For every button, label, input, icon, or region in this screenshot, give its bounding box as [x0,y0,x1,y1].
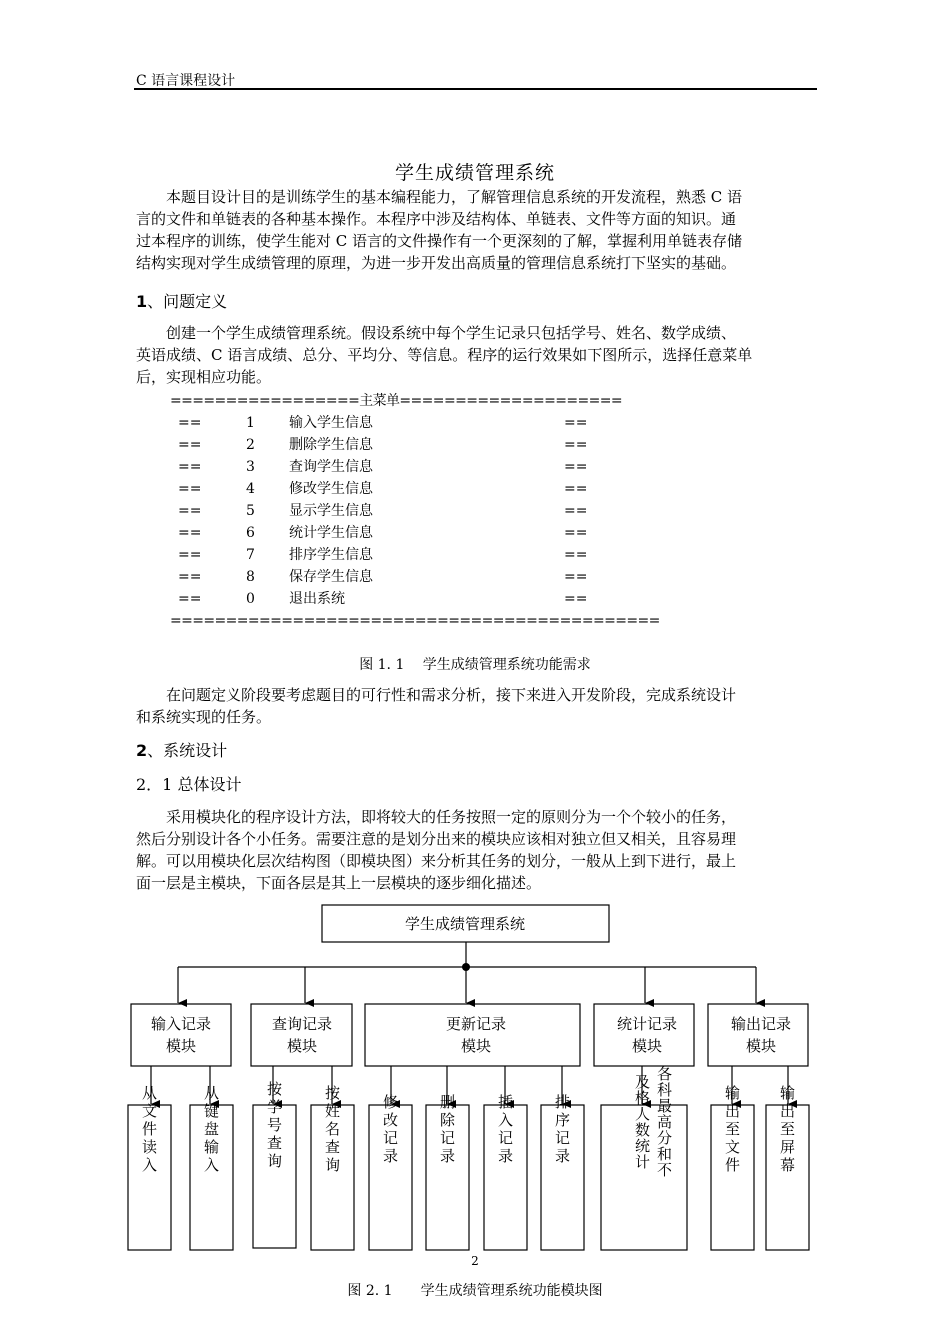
section-2-1-heading: 2．1 总体设计 [136,775,242,794]
menu-item: == 1 输入学生信息 == [178,415,588,431]
leaf-label: 排序记录 [553,1094,571,1166]
leaf-label: 及格人数统计 [633,1074,651,1170]
leaf-label: 删除记录 [438,1094,456,1166]
leaf-label: 从键盘输入 [202,1085,220,1175]
menu-top-line: =================主菜单==================== [170,393,623,409]
menu-item: == 0 退出系统 == [178,591,588,607]
module-box-stats [594,1004,694,1066]
leaf-label: 插入记录 [496,1094,514,1166]
module-label: 输入记录 [150,1015,212,1033]
menu-item: == 6 统计学生信息 == [178,525,588,541]
module-label: 统计记录 [616,1015,678,1033]
menu-item: == 2 删除学生信息 == [178,437,588,453]
figure-1-caption: 图 1. 1 学生成绩管理系统功能需求 [359,657,591,673]
section-1-line-3: 后，实现相应功能。 [136,368,272,386]
menu-item: == 4 修改学生信息 == [178,481,588,497]
root-module-label: 学生成绩管理系统 [404,915,526,933]
module-label: 查询记录 [271,1015,333,1033]
intro-line-2: 言的文件和单链表的各种基本操作。本程序中涉及结构体、单链表、文件等方面的知识。通 [136,210,737,228]
section-2-1-line-2: 然后分别设计各个小任务。需要注意的是划分出来的模块应该相对独立但又相关，且容易理 [136,830,737,848]
leaf-label: 从文件读入 [140,1085,158,1175]
intro-line-1: 本题目设计目的是训练学生的基本编程能力，了解管理信息系统的开发流程，熟悉 C 语 [166,188,743,206]
section-1-line-2: 英语成绩、C 语言成绩、总分、平均分、等信息。程序的运行效果如下图所示，选择任意菜单 [136,346,753,364]
page-number: 2 [471,1254,479,1268]
figure-2-caption: 图 2. 1 学生成绩管理系统功能模块图 [347,1283,603,1299]
module-box-output [708,1004,808,1066]
leaf-label: 输出至屏幕 [778,1085,796,1175]
section-2-1-line-1: 采用模块化的程序设计方法，即将较大的任务按照一定的原则分为一个个较小的任务， [166,808,737,826]
intro-line-4: 结构实现对学生成绩管理的原理，为进一步开发出高质量的管理信息系统打下坚实的基础。 [136,254,737,272]
after-fig1-line-2: 和系统实现的任务。 [136,708,272,726]
module-label: 模块 [460,1037,492,1055]
section-2-heading: 2、系统设计 [136,741,228,760]
module-label: 模块 [631,1037,663,1055]
module-label: 更新记录 [445,1015,507,1033]
module-box-query [251,1004,352,1066]
module-label: 模块 [745,1037,777,1055]
intro-line-3: 过本程序的训练，使学生能对 C 语言的文件操作有一个更深刻的了解，掌握利用单链表存储 [136,232,743,250]
after-fig1-line-1: 在问题定义阶段要考虑题目的可行性和需求分析，接下来进入开发阶段，完成系统设计 [166,686,737,704]
section-1-heading: 1、问题定义 [136,292,228,311]
leaf-label: 修改记录 [381,1094,399,1166]
section-1-line-1: 创建一个学生成绩管理系统。假设系统中每个学生记录只包括学号、姓名、数学成绩、 [166,324,737,342]
menu-item: == 8 保存学生信息 == [178,569,588,585]
module-label: 模块 [286,1037,318,1055]
running-header: C 语言课程设计 [136,73,236,89]
document-title: 学生成绩管理系统 [394,162,555,184]
leaf-label: 按学号查询 [265,1081,283,1171]
leaf-label: 输出至文件 [723,1085,741,1175]
leaf-label: 按姓名查询 [323,1085,341,1175]
menu-item: == 7 排序学生信息 == [178,547,588,563]
menu-bottom-line: ============================================ [170,613,660,629]
section-2-1-line-4: 面一层是主模块，下面各层是其上一层模块的逐步细化描述。 [136,874,542,892]
module-label: 输出记录 [730,1015,792,1033]
section-2-1-line-3: 解。可以用模块化层次结构图（即模块图）来分析其任务的划分，一般从上到下进行，最上 [136,852,737,870]
module-box-input [131,1004,231,1066]
leaf-label: 各科最高分和不 [655,1066,673,1178]
module-box-update [365,1004,580,1066]
menu-item: == 5 显示学生信息 == [178,503,588,519]
menu-item: == 3 查询学生信息 == [178,459,588,475]
module-label: 模块 [165,1037,197,1055]
